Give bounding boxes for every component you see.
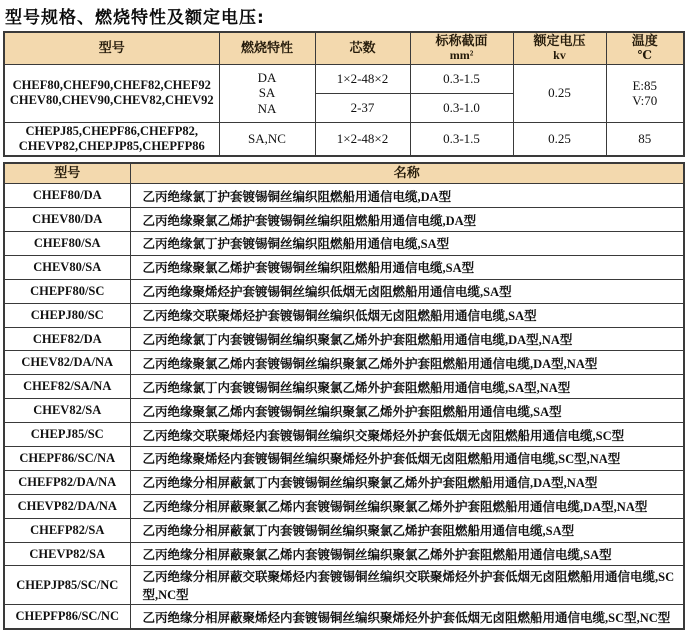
model-cell: CHEPJ85/SC bbox=[4, 423, 130, 447]
temp-line: E:85 bbox=[632, 77, 658, 93]
burning-line: SA bbox=[258, 85, 276, 101]
model-cell: CHEFP82/SA bbox=[4, 518, 130, 542]
model-list-line: CHEF80,CHEF90,CHEF82,CHEF92 bbox=[12, 78, 211, 93]
table-row bbox=[4, 232, 684, 256]
voltage-header-label: 额定电压 bbox=[533, 33, 586, 48]
model-list-line: CHEV80,CHEV90,CHEV82,CHEV92 bbox=[9, 93, 214, 108]
name-col-header-model: 型号 bbox=[4, 163, 130, 184]
model-cell: CHEPF80/SC bbox=[4, 279, 130, 303]
spec-col-header-burning: 燃烧特性 bbox=[219, 32, 315, 64]
model-cell: CHEVP82/DA/NA bbox=[4, 494, 130, 518]
model-list-line: CHEPJ85,CHEPF86,CHEFP82, bbox=[25, 123, 199, 138]
name-cell: 乙丙绝缘交联聚烯烃护套镀锡铜丝编织低烟无卤阻燃船用通信电缆,SA型 bbox=[130, 303, 684, 327]
section-header-unit: mm² bbox=[449, 47, 474, 62]
spec-col-header-model: 型号 bbox=[4, 32, 219, 64]
name-cell: 乙丙绝缘聚氯乙烯护套镀锡铜丝编织阻燃船用通信电缆,DA型 bbox=[130, 208, 684, 232]
spec-col-header-cores: 芯数 bbox=[315, 32, 410, 64]
temp-header-label: 温度 bbox=[631, 33, 658, 48]
voltage-header-unit: kv bbox=[553, 47, 566, 62]
spec-row-group1-sub1 bbox=[4, 64, 684, 93]
name-table bbox=[3, 162, 685, 630]
model-list-line: CHEVP82,CHEPJP85,CHEPFP86 bbox=[18, 138, 205, 153]
spec-col-header-voltage bbox=[513, 32, 606, 64]
spec-cell-cores-sub1: 1×2-48×2 bbox=[315, 64, 410, 93]
model-cell: CHEV82/DA/NA bbox=[4, 351, 130, 375]
name-cell: 乙丙绝缘聚氯乙烯内套镀锡铜丝编织聚氯乙烯外护套阻燃船用通信电缆,DA型,NA型 bbox=[130, 351, 684, 375]
name-cell: 乙丙绝缘分相屏蔽交联聚烯烃内套镀锡铜丝编织交联聚烯烃外护套低烟无卤阻燃船用通信电缆,SC型,NC型 bbox=[130, 566, 684, 605]
model-cell: CHEPJ80/SC bbox=[4, 303, 130, 327]
name-cell: 乙丙绝缘交联聚烯烃内套镀锡铜丝编织交聚烯烃外护套低烟无卤阻燃船用通信电缆,SC型 bbox=[130, 423, 684, 447]
spec-cell-voltage-group1: 0.25 bbox=[513, 64, 606, 122]
name-cell: 乙丙绝缘氯丁护套镀锡铜丝编织阻燃船用通信电缆,SA型 bbox=[130, 232, 684, 256]
model-cell: CHEPF86/SC/NA bbox=[4, 447, 130, 471]
spec-cell-models-group1 bbox=[4, 64, 219, 122]
spec-table-header bbox=[4, 32, 684, 64]
name-header-row bbox=[4, 163, 684, 184]
table-row bbox=[4, 303, 684, 327]
spec-col-header-section bbox=[410, 32, 513, 64]
name-cell: 乙丙绝缘分相屏蔽聚氯乙烯内套镀锡铜丝编织聚氯乙烯外护套阻燃船用通信电缆,SA型 bbox=[130, 542, 684, 566]
table-row bbox=[4, 423, 684, 447]
name-cell: 乙丙绝缘分相屏蔽聚烯烃内套镀锡铜丝编织聚烯烃外护套低烟无卤阻燃船用通信电缆,SC型,NC型 bbox=[130, 605, 684, 629]
name-cell: 乙丙绝缘聚烯烃护套镀锡铜丝编织低烟无卤阻燃船用通信电缆,SA型 bbox=[130, 279, 684, 303]
name-cell: 乙丙绝缘分相屏蔽氯丁内套镀锡铜丝编织聚氯乙烯护套阻燃船用通信电缆,SA型 bbox=[130, 518, 684, 542]
name-cell: 乙丙绝缘聚烯烃内套镀锡铜丝编织聚烯烃外护套低烟无卤阻燃船用通信电缆,SC型,NA型 bbox=[130, 447, 684, 471]
model-cell: CHEF80/DA bbox=[4, 184, 130, 208]
spec-header-row bbox=[4, 32, 684, 64]
name-table-header bbox=[4, 163, 684, 184]
name-cell: 乙丙绝缘氯丁内套镀锡铜丝编织聚氯乙烯外护套阻燃船用通信电缆,DA型,NA型 bbox=[130, 327, 684, 351]
name-cell: 乙丙绝缘氯丁内套镀锡铜丝编织聚氯乙烯外护套阻燃船用通信电缆,SA型,NA型 bbox=[130, 375, 684, 399]
spec-cell-burning-row2: SA,NC bbox=[219, 122, 315, 156]
model-cell: CHEPJP85/SC/NC bbox=[4, 566, 130, 605]
name-cell: 乙丙绝缘聚氯乙烯护套镀锡铜丝编织阻燃船用通信电缆,SA型 bbox=[130, 255, 684, 279]
temp-header-unit: ℃ bbox=[637, 47, 652, 62]
spec-cell-temp-row2: 85 bbox=[606, 122, 684, 156]
table-row bbox=[4, 518, 684, 542]
name-col-header-name: 名称 bbox=[130, 163, 684, 184]
name-cell: 乙丙绝缘聚氯乙烯内套镀锡铜丝编织聚氯乙烯外护套阻燃船用通信电缆,SA型 bbox=[130, 399, 684, 423]
page-title: 型号规格、燃烧特性及额定电压: bbox=[5, 8, 265, 28]
section-header-label: 标称截面 bbox=[435, 33, 488, 48]
name-cell: 乙丙绝缘分相屏蔽氯丁内套镀锡铜丝编织聚氯乙烯外护套阻燃船用通信,DA型,NA型 bbox=[130, 470, 684, 494]
table-row bbox=[4, 208, 684, 232]
model-cell: CHEF82/DA bbox=[4, 327, 130, 351]
model-cell: CHEFP82/DA/NA bbox=[4, 470, 130, 494]
table-row bbox=[4, 351, 684, 375]
spec-cell-cores-row2: 1×2-48×2 bbox=[315, 122, 410, 156]
model-cell: CHEPFP86/SC/NC bbox=[4, 605, 130, 629]
table-row bbox=[4, 605, 684, 629]
burning-line: DA bbox=[257, 69, 277, 85]
table-row bbox=[4, 470, 684, 494]
spec-cell-section-row2: 0.3-1.5 bbox=[410, 122, 513, 156]
model-cell: CHEV80/SA bbox=[4, 255, 130, 279]
temp-line: V:70 bbox=[632, 93, 658, 109]
table-row bbox=[4, 255, 684, 279]
spec-cell-burning-group1 bbox=[219, 64, 315, 122]
spec-cell-section-sub2: 0.3-1.0 bbox=[410, 93, 513, 122]
table-row bbox=[4, 375, 684, 399]
table-row bbox=[4, 184, 684, 208]
table-row bbox=[4, 494, 684, 518]
table-row bbox=[4, 327, 684, 351]
spec-cell-models-row2 bbox=[4, 122, 219, 156]
table-row bbox=[4, 542, 684, 566]
spec-col-header-temp bbox=[606, 32, 684, 64]
table-row bbox=[4, 279, 684, 303]
table-row bbox=[4, 566, 684, 605]
spec-table bbox=[3, 31, 685, 157]
spec-cell-temp-group1 bbox=[606, 64, 684, 122]
model-cell: CHEV80/DA bbox=[4, 208, 130, 232]
name-table-body bbox=[4, 184, 684, 629]
model-cell: CHEF82/SA/NA bbox=[4, 375, 130, 399]
name-cell: 乙丙绝缘氯丁护套镀锡铜丝编织阻燃船用通信电缆,DA型 bbox=[130, 184, 684, 208]
spec-cell-voltage-row2: 0.25 bbox=[513, 122, 606, 156]
model-cell: CHEV82/SA bbox=[4, 399, 130, 423]
name-cell: 乙丙绝缘分相屏蔽聚氯乙烯内套镀锡铜丝编织聚氯乙烯外护套阻燃船用通信电缆,DA型,NA型 bbox=[130, 494, 684, 518]
table-row bbox=[4, 447, 684, 471]
model-cell: CHEVP82/SA bbox=[4, 542, 130, 566]
spec-cell-cores-sub2: 2-37 bbox=[315, 93, 410, 122]
table-row bbox=[4, 399, 684, 423]
spec-cell-section-sub1: 0.3-1.5 bbox=[410, 64, 513, 93]
spec-row-2 bbox=[4, 122, 684, 156]
model-cell: CHEF80/SA bbox=[4, 232, 130, 256]
burning-line: NA bbox=[257, 101, 277, 117]
